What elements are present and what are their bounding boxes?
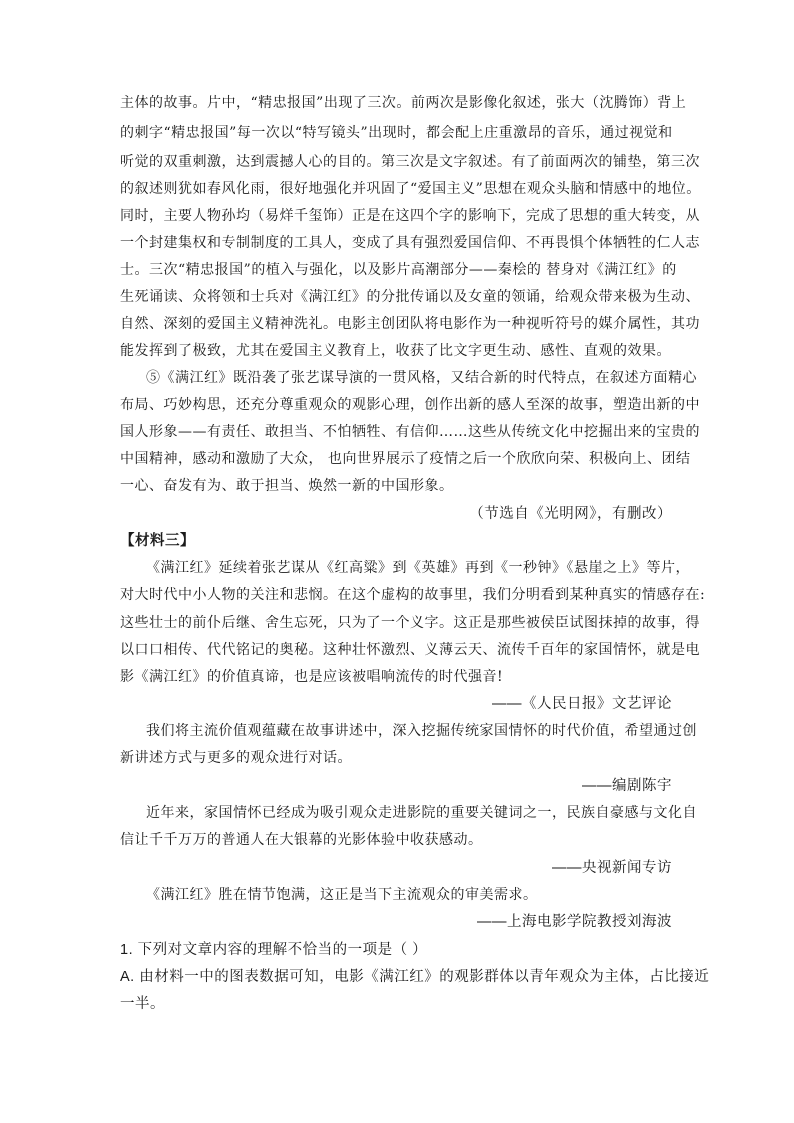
paragraph-line: 《满江红》胜在情节饱满，这正是当下主流观众的审美需求。 [146, 887, 538, 903]
paragraph-5-line: 中国精神，感动和激励了大众， 也向世界展示了疫情之后一个欣欣向荣、积极向上、团结 [120, 451, 691, 467]
attribution: ——《人民日报》文艺评论 [492, 696, 672, 712]
paragraph-line: 以口口相传、代代铭记的奥秘。这种壮怀激烈、义薄云天、流传千百年的家国情怀，就是电 [120, 642, 700, 658]
paragraph-5-line: 布局、巧妙构思，还充分尊重观众的观影心理，创作出新的感人至深的故事，塑造出新的中 [120, 397, 700, 413]
attribution: ——央视新闻专访 [552, 860, 672, 876]
paragraph-line: 信让千千万万的普通人在大银幕的光影体验中收获感动。 [120, 832, 483, 848]
text-line: 能发挥到了极致，尤其在爱国主义教育上，收获了比文字更生动、感性、直观的效果。 [120, 343, 671, 359]
option-a: A. 由材料一中的图表数据可知，电影《满江红》的观影群体以青年观众为主体，占比接近 [120, 969, 710, 985]
attribution: ——编剧陈宇 [582, 778, 672, 794]
text-line: 主体的故事。片中，“精忠报国”出现了三次。前两次是影像化叙述，张大（沈腾饰）背上 [120, 95, 687, 111]
source-citation: （节选自《光明网》，有删改） [469, 506, 672, 522]
section-heading-material-3: 【材料三】 [120, 533, 195, 549]
text-line: 自然、深刻的爱国主义精神洗礼。电影主创团队将电影作为一种视听符号的媒介属性，其功 [120, 316, 700, 332]
paragraph-5-line: ⑤《满江红》既沿袭了张艺谋导演的一贯风格，又结合新的时代特点，在叙述方面精心 [146, 370, 697, 386]
text-line: 一个封建集权和专制制度的工具人，变成了具有强烈爱国信仰、不再畏惧个体牺牲的仁人志 [120, 235, 700, 251]
question-stem: 1. 下列对文章内容的理解不恰当的一项是（ ） [120, 942, 428, 958]
option-a-continued: 一半。 [120, 996, 165, 1012]
paragraph-line: 近年来，家国情怀已经成为吸引观众走进影院的重要关键词之一，民族自豪感与文化自 [146, 805, 697, 821]
paragraph-line: 新讲述方式与更多的观众进行对话。 [120, 750, 352, 766]
paragraph-5-line: 一心、奋发有为、敢于担当、焕然一新的中国形象。 [120, 478, 454, 494]
text-line: 听觉的双重刺激，达到震撼人心的目的。第三次是文字叙述。有了前面两次的铺垫，第三次 [120, 154, 700, 170]
text-line: 士。三次“精忠报国”的植入与强化，以及影片高潮部分——秦桧的 替身对《满江红》的 [120, 262, 677, 278]
text-line: 同时，主要人物孙均（易烊千玺饰）正是在这四个字的影响下，完成了思想的重大转变，从 [120, 208, 700, 224]
paragraph-line: 影《满江红》的价值真谛，也是应该被唱响流传的时代强音! [120, 669, 504, 685]
paragraph-line: 《满江红》延续着张艺谋从《红高粱》到《英雄》再到《一秒钟》《悬崖之上》等片， [146, 560, 690, 576]
attribution: ——上海电影学院教授刘海波 [477, 914, 672, 930]
paragraph-line: 我们将主流价值观蕴藏在故事讲述中，深入挖掘传统家国情怀的时代价值，希望通过创 [146, 723, 697, 739]
paragraph-line: 对大时代中小人物的关注和悲悯。在这个虚构的故事里，我们分明看到某种真实的情感存在: [120, 587, 706, 603]
text-line: 生死诵读、众将领和士兵对《满江红》的分批传诵以及女童的领诵，给观众带来极为生动、 [120, 289, 700, 305]
paragraph-line: 这些壮士的前仆后继、舍生忘死，只为了一个义字。这正是那些被侯臣试图抹掉的故事，得 [120, 615, 700, 631]
paragraph-5-line: 国人形象——有责任、敢担当、不怕牺牲、有信仰……这些从传统文化中挖掘出来的宝贵的 [120, 424, 700, 440]
text-line: 的刺字“精忠报国”每一次以“特写镜头”出现时，都会配上庄重激昂的音乐，通过视觉和 [120, 125, 673, 141]
text-line: 的叙述则犹如春风化雨，很好地强化并巩固了“爱国主义”思想在观众头脑和情感中的地位。 [120, 181, 701, 197]
